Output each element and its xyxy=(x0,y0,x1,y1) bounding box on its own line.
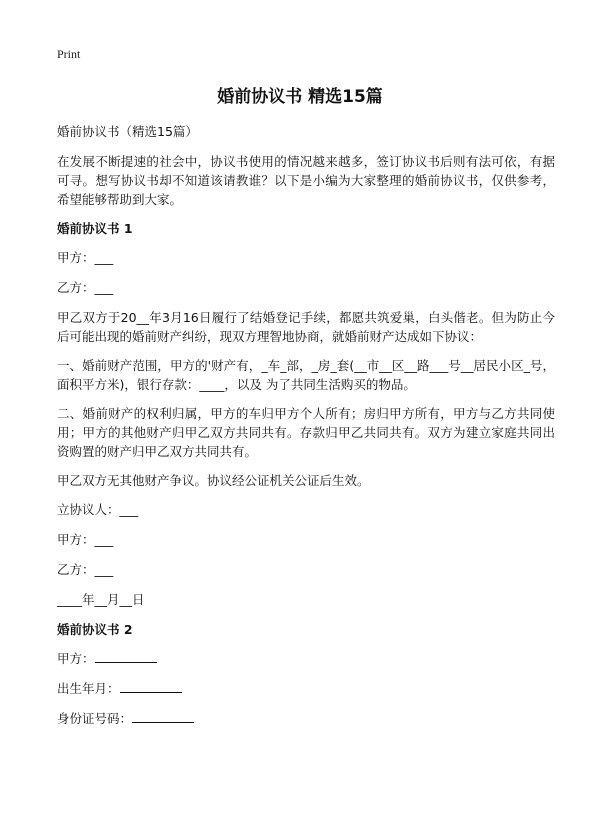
birth-date-blank xyxy=(120,679,182,693)
agreement-paragraph-1: 甲乙双方于20__年3月16日履行了结婚登记手续，都愿共筑爱巢，白头偕老。但为防止今后可能出现的婚前财产纠纷，现双方理智地协商，就婚前财产达成如下协议： xyxy=(57,310,555,344)
party-a-label: 甲方： xyxy=(57,651,95,666)
document-title: 婚前协议书 精选15篇 xyxy=(217,87,383,107)
birth-date-field xyxy=(57,679,555,698)
signer-field: 立协议人：___ xyxy=(57,502,139,517)
intro-paragraph: 在发展不断提速的社会中，协议书使用的情况越来越多，签订协议书后则有法可依，有据可寻。想写协议书却不知道该请教谁？以下是小编为大家整理的婚前协议书，仅供参考，希望能够帮助到大家。 xyxy=(57,154,555,207)
sign-party-a-field: 甲方：___ xyxy=(57,532,114,547)
id-number-blank xyxy=(132,709,194,723)
section-1-heading: 婚前协议书 1 xyxy=(57,221,133,236)
party-a-field: 甲方：___ xyxy=(57,250,114,265)
agreement-paragraph-2: 一、婚前财产范围，甲方的'财产有，_车_部，_房_套(__市__区__路___号__居民小区_号，面积平方米)，银行存款：____，以及 为了共同生活购买的物品。 xyxy=(57,358,555,392)
id-number-label: 身份证号码： xyxy=(57,711,133,726)
agreement-paragraph-3: 二、婚前财产的权利归属，甲方的车归甲方个人所有；房归甲方所有，甲方与乙方共同使用；甲方的其他财产归甲乙双方共同共有。存款归甲乙共同共有。双方为建立家庭共同出资购置的财产归甲乙双方共同共有。 xyxy=(57,406,555,459)
section-2-heading: 婚前协议书 2 xyxy=(57,622,133,637)
birth-date-label: 出生年月： xyxy=(57,681,120,696)
party-a-blank xyxy=(95,649,157,663)
party-a-field-2 xyxy=(57,649,555,668)
document-subtitle: 婚前协议书（精选15篇） xyxy=(57,124,198,139)
print-link[interactable]: Print xyxy=(57,47,81,61)
date-field: ____年__月__日 xyxy=(57,592,145,607)
id-number-field xyxy=(57,709,555,728)
sign-party-b-field: 乙方：___ xyxy=(57,562,114,577)
document-body xyxy=(57,122,555,739)
party-b-field: 乙方：___ xyxy=(57,280,114,295)
agreement-paragraph-4: 甲乙双方无其他财产争议。协议经公证机关公证后生效。 xyxy=(57,473,370,488)
